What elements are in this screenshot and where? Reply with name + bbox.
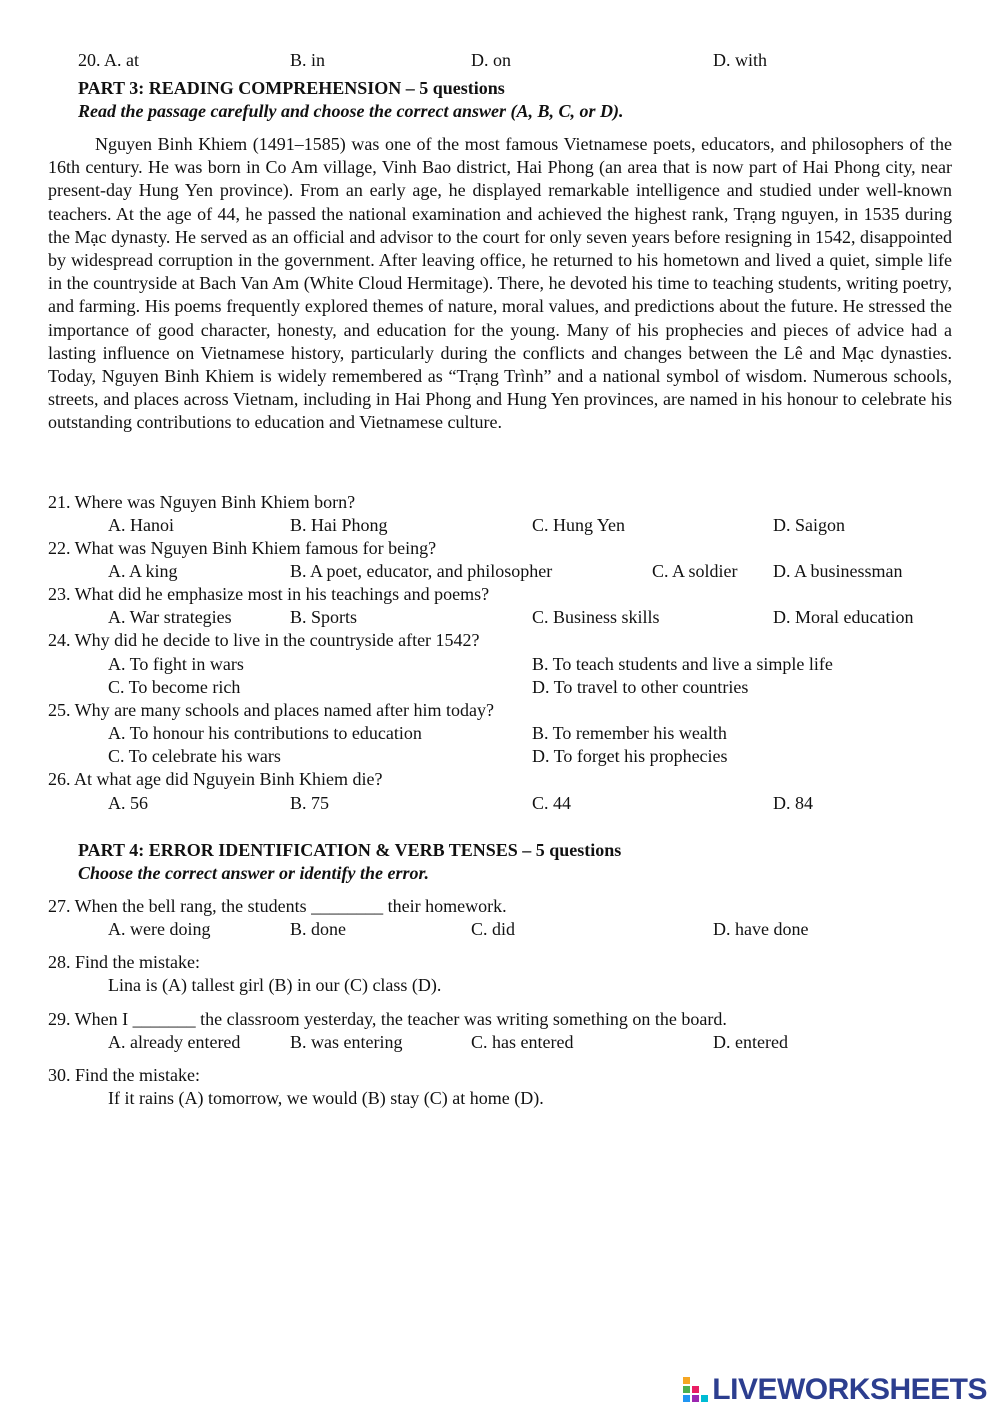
q24-option-a: A. To fight in wars <box>108 654 244 674</box>
q26-stem: 26. At what age did Nguyein Binh Khiem die? <box>48 769 383 789</box>
q23-option-a: A. War strategies <box>108 607 232 627</box>
q25-option-b: B. To remember his wealth <box>532 723 727 743</box>
q29-stem: 29. When I _______ the classroom yesterday, the teacher was writing something on the board. <box>48 1009 727 1029</box>
liveworksheets-logo-icon <box>683 1377 709 1403</box>
q29-option-c: C. has entered <box>471 1032 574 1052</box>
q29-option-a: A. already entered <box>108 1032 241 1052</box>
q29-option-b: B. was entering <box>290 1032 403 1052</box>
q27-option-d: D. have done <box>713 919 809 939</box>
part3-heading: PART 3: READING COMPREHENSION – 5 questions <box>78 78 505 98</box>
q21-option-a: A. Hanoi <box>108 515 174 535</box>
q25-option-d: D. To forget his prophecies <box>532 746 728 766</box>
q28-stem: 28. Find the mistake: <box>48 952 200 972</box>
q25-stem: 25. Why are many schools and places named after him today? <box>48 700 495 720</box>
q29-option-d: D. entered <box>713 1032 788 1052</box>
part4-instruction: Choose the correct answer or identify the error. <box>78 863 430 883</box>
q24-option-b: B. To teach students and live a simple life <box>532 654 833 674</box>
q21-option-c: C. Hung Yen <box>532 515 626 535</box>
q25-option-a: A. To honour his contributions to education <box>108 723 422 743</box>
q20-option-a: 20. A. at <box>78 50 139 70</box>
q22-stem: 22. What was Nguyen Binh Khiem famous for being? <box>48 538 437 558</box>
part3-instruction: Read the passage carefully and choose the correct answer (A, B, C, or D). <box>78 101 624 121</box>
q27-stem: 27. When the bell rang, the students ________ their homework. <box>48 896 507 916</box>
q21-stem: 21. Where was Nguyen Binh Khiem born? <box>48 492 356 512</box>
q23-option-b: B. Sports <box>290 607 358 627</box>
reading-passage: Nguyen Binh Khiem (1491–1585) was one of the most famous Vietnamese poets, educators, and philosophers of the 16th century. He was born in Co Am village, Vinh Bao district, Hai Phong (an area that is now part of Hai Phong city, near present-day Hung Yen province). From an early age, he displayed remarkable intelligence and studied under well-known teachers. At the age of 44, he passed the national examination and achieved the highest rank, Trạng nguyen, in 1535 during the Mạc dynasty. He served as an official and advisor to the court for only seven years before resigning in 1542, disappointed by widespread corruption in the government. After leaving office, he returned to his hometown and lived a quiet, simple life in the countryside at Bach Van Am (White Cloud Hermitage). There, he devoted his time to teaching students, writing poetry, and farming. His poems frequently explored themes of nature, moral values, and predictions about the future. He stressed the importance of good character, honesty, and education for the young. Many of his prophecies and pieces of advice had a lasting influence on Vietnamese history, particularly during the conflicts and changes between the Lê and Mạc dynasties. Today, Nguyen Binh Khiem is widely remembered as “Trạng Trình” and a national symbol of wisdom. Numerous schools, streets, and places across Vietnam, including in Hai Phong and Hung Yen provinces, are named in his honour to celebrate his outstanding contributions to education and Vietnamese culture. <box>48 134 952 433</box>
q20-option-c: D. on <box>471 50 511 70</box>
q30-sentence: If it rains (A) tomorrow, we would (B) stay (C) at home (D). <box>108 1088 544 1108</box>
q26-option-c: C. 44 <box>532 793 572 813</box>
q24-option-d: D. To travel to other countries <box>532 677 749 697</box>
q22-option-d: D. A businessman <box>773 561 903 581</box>
q23-stem: 23. What did he emphasize most in his teachings and poems? <box>48 584 490 604</box>
q20-option-d: D. with <box>713 50 767 70</box>
q24-stem: 24. Why did he decide to live in the countryside after 1542? <box>48 630 480 650</box>
q22-option-b: B. A poet, educator, and philosopher <box>290 561 553 581</box>
q27-option-b: B. done <box>290 919 346 939</box>
q22-option-c: C. A soldier <box>652 561 738 581</box>
q30-stem: 30. Find the mistake: <box>48 1065 200 1085</box>
q20-option-b: B. in <box>290 50 326 70</box>
q28-sentence: Lina is (A) tallest girl (B) in our (C) class (D). <box>108 975 442 995</box>
q21-option-b: B. Hai Phong <box>290 515 388 535</box>
q27-option-a: A. were doing <box>108 919 211 939</box>
q22-option-a: A. A king <box>108 561 178 581</box>
part4-heading: PART 4: ERROR IDENTIFICATION & VERB TENSES – 5 questions <box>78 840 622 860</box>
q24-option-c: C. To become rich <box>108 677 241 697</box>
q25-option-c: C. To celebrate his wars <box>108 746 281 766</box>
q26-option-b: B. 75 <box>290 793 330 813</box>
q23-option-d: D. Moral education <box>773 607 914 627</box>
q26-option-a: A. 56 <box>108 793 148 813</box>
q21-option-d: D. Saigon <box>773 515 845 535</box>
q26-option-d: D. 84 <box>773 793 813 813</box>
q27-option-c: C. did <box>471 919 516 939</box>
q23-option-c: C. Business skills <box>532 607 660 627</box>
liveworksheets-logo[interactable] <box>683 1374 987 1406</box>
liveworksheets-logo-text: LIVEWORKSHEETS <box>712 1373 987 1406</box>
